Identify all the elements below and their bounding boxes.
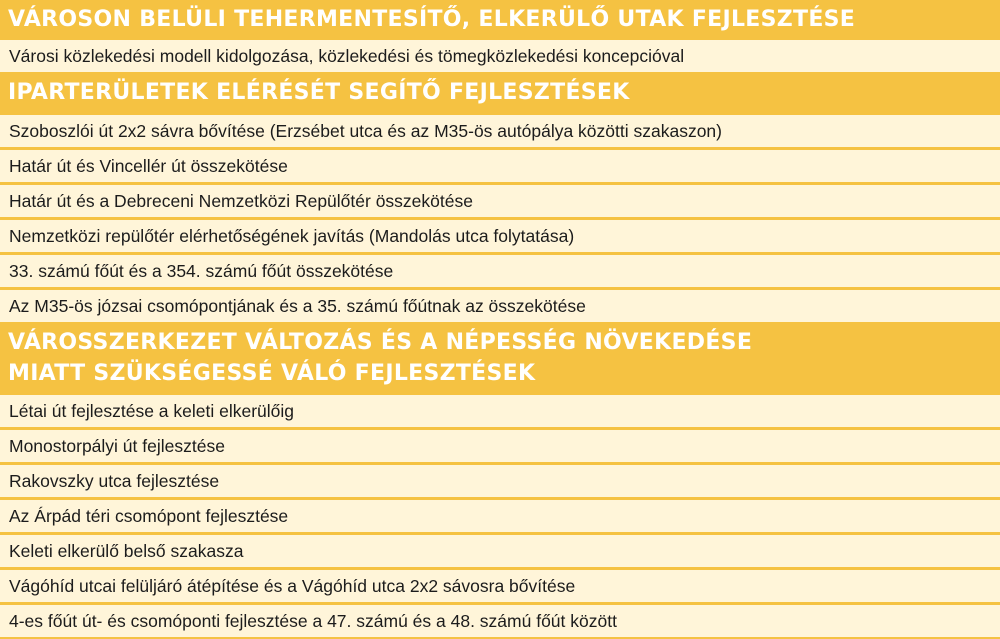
list-item-text: Vágóhíd utcai felüljáró átépítése és a Vágóhíd utca 2x2 sávosra bővítése (9, 576, 576, 596)
list-item-text: Határ út és Vincellér út összekötése (9, 156, 288, 176)
list-item (0, 112, 1000, 147)
list-item-text: Az Árpád téri csomópont fejlesztése (9, 506, 289, 526)
section-heading-bypass-roads (0, 3, 1000, 37)
list-item (0, 287, 1000, 322)
section-heading-line: VÁROSSZERKEZET VÁLTOZÁS ÉS A NÉPESSÉG NÖVEKEDÉSE (8, 330, 753, 355)
list-item-text: Határ út és a Debreceni Nemzetközi Repülőtér összekötése (9, 191, 473, 211)
list-item-text: Monostorpályi út fejlesztése (9, 436, 225, 456)
section-heading-industrial-access (0, 76, 1000, 112)
list-item-text: Rakovszky utca fejlesztése (9, 471, 220, 491)
list-item-text: Városi közlekedési modell kidolgozása, közlekedési és tömegközlekedési koncepcióval (9, 46, 685, 66)
section-heading-line: MIATT SZÜKSÉGESSÉ VÁLÓ FEJLESZTÉSEK (8, 361, 536, 386)
list-item-text: Az M35-ös józsai csomópontjának és a 35. számú főútnak az összekötése (9, 296, 586, 316)
list-item (0, 392, 1000, 427)
list-item (0, 427, 1000, 462)
list-item (0, 532, 1000, 567)
list-item-text: Keleti elkerülő belső szakasza (9, 541, 244, 561)
list-item (0, 497, 1000, 532)
list-item (0, 37, 1000, 72)
section-heading-text: VÁROSON BELÜLI TEHERMENTESÍTŐ, ELKERÜLŐ UTAK FEJLESZTÉSE (8, 7, 856, 32)
list-item-text: Nemzetközi repülőtér elérhetőségének javítás (Mandolás utca folytatása) (9, 226, 575, 246)
list-item-text: 4-es főút út- és csomóponti fejlesztése a 47. számú és a 48. számú főút között (9, 611, 617, 631)
list-item (0, 602, 1000, 637)
list-item-text: Létai út fejlesztése a keleti elkerülőig (9, 401, 295, 421)
list-item-text: 33. számú főút és a 354. számú főút összekötése (9, 261, 394, 281)
section-heading-urban-structure (0, 324, 1000, 392)
section-heading-text: IPARTERÜLETEK ELÉRÉSÉT SEGÍTŐ FEJLESZTÉSEK (8, 80, 630, 105)
list-item (0, 182, 1000, 217)
list-item (0, 217, 1000, 252)
list-item (0, 567, 1000, 602)
list-item (0, 252, 1000, 287)
list-item (0, 462, 1000, 497)
list-item-text: Szoboszlói út 2x2 sávra bővítése (Erzsébet utca és az M35-ös autópálya közötti szakaszon) (9, 121, 722, 141)
list-item (0, 147, 1000, 182)
